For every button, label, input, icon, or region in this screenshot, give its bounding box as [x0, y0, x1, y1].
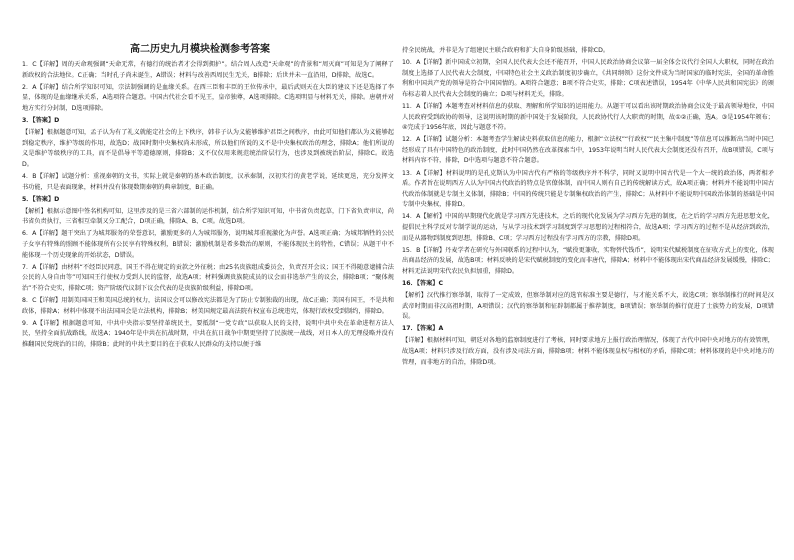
answer-paragraph: 2．A【详解】结合所学知识可知，宗法制强调的是血缘关系。在西三臣和丰臣的王位传承中，最后武则天在大臣的建议下还是选择了李显，体现的是血缘继承关系，A选项符合题意。中国古代社会看不见王，皇帝独尊，A选项排除。C选项明显与材料无关，排除。唐朝并对地方实行分封制，D选项排除。	[22, 83, 394, 112]
answer-heading: 3．【答案】D	[22, 116, 60, 124]
answer-paragraph: 持全民统战，并非是为了组建民主联合政府和扩大自身阶级基础，排除CD。	[402, 47, 610, 54]
answer-paragraph: 13．A【详解】材料说明的是孔克斯认为中国古代有严格的等级秩序并不科学，同时又说明中国古代是一个大一统的政治体，两者相矛盾。作者旨在说明西方人认为中国古代政治的特点是官僚体制，而中国人则有自己的传统解读方式，故A项正确；材料并不能说明中国古代政治体制就是专制主义体制，排除B；中国的传统只能是专制集权政治的产生，排除C；从材料中不能说明中国政治体制的基础是中国专制中央集权，排除D。	[402, 169, 774, 209]
answer-heading: 16．【答案】C	[402, 279, 443, 287]
left-column	[22, 60, 394, 556]
answer-paragraph: 7．A【详解】由材料“不经臣民同意，国王不得在规定的贡款之外征税；由25名贵族组成委员会，负责召开会议；国王不得随意逮捕合法公民的人身自由等”可知国王行使权力受到人民的监督，故选A项；材料强调贵族院成员的议会而非选举产生的议会，排除B项；“聚体规治”不符合史实，排除C项；资产阶级代议制下议会代表的是贵族阶级利益，排除D项。	[22, 263, 394, 292]
answer-paragraph: 4．B【详解】试题分析：重视秦朝的文书，实际上就是秦朝的基本政治制度，汉承秦制，汉初实行的黄老学说，延续更迭，充分发挥文书功能，只是表面现象，材料并没有体现数期秦朝的典章制度，B正确。	[22, 172, 394, 191]
answer-heading: 5．【答案】D	[22, 195, 60, 203]
answer-paragraph: 15．B【详解】丹麦学者在研究与外国联系的过程中认为，“赋役更兼收，实物替代钱币”，说明宋代赋税制度在征收方式上的变化，体现出商品经济的发展，故选B项；材料反映的是宋代赋税制度的变化而非唐代，排除A；材料中不能体现出宋代商品经济发展缓慢，排除C；材料无法说明宋代农民负担加重，排除D。	[402, 246, 774, 275]
answer-paragraph: 1．C【详解】周的天命观强调“天命无常，有德行的统治者才会得到拥护”。结合周人改造“天命观”的背景和“周灭商”可知是为了阐释了新政权的合法地位。C正确；当时孔子尚未诞生，A错误；材料与改善西周民生无关，B排除；后世并未一直沿用，D排除，故选C。	[22, 61, 394, 79]
answer-heading: 17．【答案】A	[402, 325, 444, 333]
answer-paragraph: 【解析】汉代推行察举制，取得了一定成效，但察举制对应的选官标准主要是德行，与才能关系不大，故选C项；察举制推行的时间是汉武帝时期而非汉高祖时期，A项错误；汉代的察举制和征辟制都属于推荐制度，B项错误；察举制的推行促进了士族势力的发展，D项错误。	[402, 292, 774, 321]
answer-paragraph: 12．A【详解】试题分析：本题考查学生解读史料获取信息的能力，根据“立法权”“行政权”“民主集中制度”等信息可以推断出当时中国已经形成了具有中国特色的政治制度，此时中国仍然在改革探索当中，1953年说明当时人民代表大会制度还没有召开，故B项错误，C项与材料内容不符，排除，D中选项与题意不符合题意。	[402, 136, 774, 165]
answer-paragraph: 【详解】根据题意可知，孟子认为有了礼义就能定社会的上下秩序，韩非子认为义能够维护君臣之间秩序，由此可知他们都认为义能够起到稳定秩序，维护等级的作用，故选D；战国时期中央集权尚未形成，所以他们所说的义不是中央集权政治的理念，排除A；他们所说的义是维护等级秩序的工具，而不是倡导平等道德原则，排除B；义不仅仅用来规范统治阶层行为，也涉及到被统治阶层，排除C。故选D。	[22, 129, 394, 168]
answer-paragraph: 9．A【详解】根据题意可知，中共中央指示要坚持革统民主，要抵制“一党专政”以获取人民的支持，说明中共中央在革命进程方法人民，坚持全面抗战路线，故选A；1940年是中共在抗战时期，中共在抗日战争中期更坚持了民族统一战线，对日本人的无理侵略并没有推翻国民党统治的目的，排除B；此时的中共主要目的在于获取人民群众的支持以便于维	[22, 319, 394, 348]
answer-paragraph: 10．A【详解】新中国成立初期，全国人民代表大会还不能召开，中国人民政治协商会议第一届全体会议代行全国人大职权，同时在政治制度上选择了人民代表大会制度，中国特色社会主义政治制度初步确立，《共同纲领》这份文件成为当时国家的临时宪法，全国的革命胜利和中国共产党的领导是符合中国国情的。A项符合题意；B项不符合史实，排除；C项表述错误，1954年《中华人民共和国宪法》的颁布标志着人民代表大会制度的确立；D项与材料无关，排除。	[402, 59, 774, 98]
page-title: 高二历史九月模块检测参考答案	[130, 44, 270, 55]
right-column	[402, 46, 774, 554]
answer-paragraph: 【解析】根据示意图中签名机构可知，这里涉及的是三省六部制的运作机制，结合所学知识可知，中书省负责起草，门下省负责审议，尚书省负责执行，三省相互牵制又分工配合，D项正确，排除A、B、C项。故选D项。	[22, 207, 394, 226]
answer-paragraph: 6．A【详解】题干突出了为城邦服务的荣誉意识，激励更多的人为城邦服务，说明城邦重视激化为声誉。A选项正确；为城邦牺牲的公民子女享有特殊的照顾不能体现所有公民享有特殊权利，B错误；激励机制是希多数治的原则，不能体现民主的特性，C错误；从题干中不能体现一个历史现象的开始状态，D错误。	[22, 230, 394, 259]
answer-paragraph: 8．C【详解】用制美国国王和美国总统的权力，法国议会可以修改宪法都是为了防止专制独裁的出现，故C正确；美国有国王，不是共和政体，排除A；材料中体现不出法国国会是立法机构，排除B；材美国规定最高法院有权宣布总统违宪，体现行政权受到制约，排除D。	[22, 296, 394, 315]
answer-paragraph: 14．A【解析】中国的早期现代化就是学习西方先进技术，之后的现代化发展为学习西方先进的制度，在之后的学习西方先进思想文化，提倡民主科学反对专制学说的运动，与从学习技术到学习制度到学习思想的过程相符合，故选A项；学习西方的过程不是从经济到政治，而是从器物到制度到思想，排除B、C项；学习西方过程没有学习西方的宗教，排除D项。	[402, 213, 774, 242]
answer-paragraph: 11．A【详解】本题考查对材料信息的获取、理解和所学知识的运用能力。从题干可以看出该时期政治协商会议处于最高领导地位，中国人民政府受到政协的领导，这说明该时期的新中国处于发展阶段，人民政协代行人大职责的时期，故①②正确，选A。③是1954年颁布；④完成于1956年底，因此与题意不符。	[402, 102, 774, 132]
answer-paragraph: 【详解】根据材料可知，朝廷对各地的监察制度进行了考核，同时要求地方上报行政治理情况，体现了古代中国中央对地方的有效管理，故选A项；材料只涉及行政方面，没有涉及司法方面，排除B项；材料不能体现皇权与相权的矛盾，排除C项；材料体现的是中央对地方的管理，而非地方的自治，排除D项。	[402, 337, 774, 366]
